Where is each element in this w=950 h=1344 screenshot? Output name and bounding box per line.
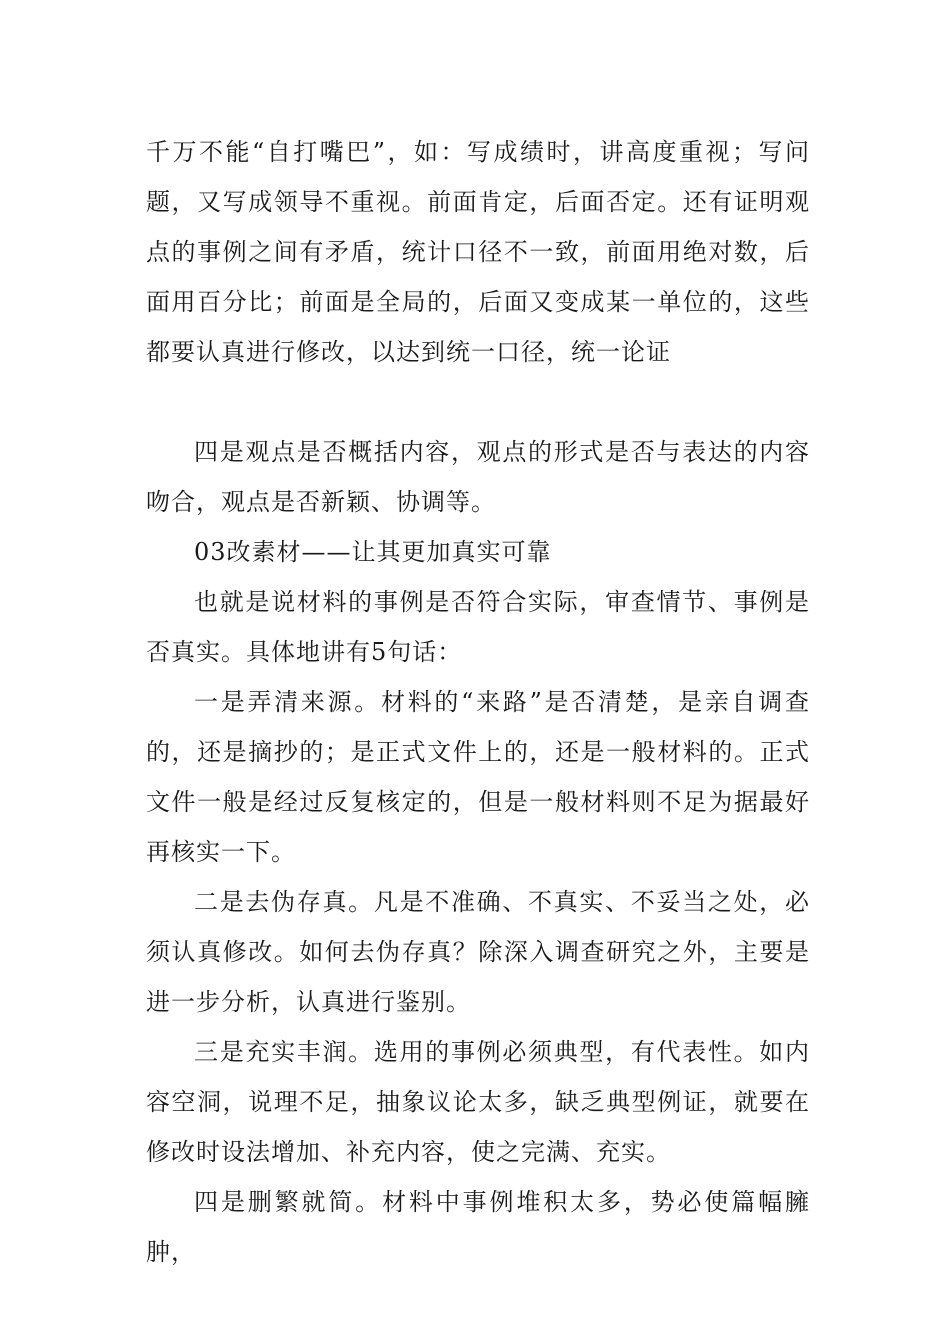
- paragraph-point-four-simplify: 四是删繁就简。材料中事例堆积太多，势必使篇幅臃肿，: [146, 1188, 810, 1266]
- paragraph-point-two-verify: 二是去伪存真。凡是不准确、不真实、不妥当之处，必须认真修改。如何去伪存真？除深入调查研究之外，主要是进一步分析，认真进行鉴别。: [146, 888, 810, 1016]
- section-heading-03: 03改素材——让其更加真实可靠: [194, 538, 552, 566]
- paragraph-point-one-source: 一是弄清来源。材料的“来路”是否清楚，是亲自调查的，还是摘抄的；是正式文件上的，还是一般材料的。正式文件一般是经过反复核定的，但是一般材料则不足为据最好再核实一下。: [146, 688, 810, 866]
- paragraph-point-four-viewpoint: 四是观点是否概括内容，观点的形式是否与表达的内容吻合，观点是否新颖、协调等。: [146, 438, 810, 516]
- paragraph-point-three-enrich: 三是充实丰润。选用的事例必须典型，有代表性。如内容空洞，说理不足，抽象议论太多，缺乏典型例证，就要在修改时设法增加、补充内容，使之完满、充实。: [146, 1038, 810, 1166]
- paragraph-consistency: 千万不能“自打嘴巴”，如：写成绩时，讲高度重视；写问题，又写成领导不重视。前面肯定，后面否定。还有证明观点的事例之间有矛盾，统计口径不一致，前面用绝对数，后面用百分比；前面是全局的，后面又变成某一单位的，这些都要认真进行修改，以达到统一口径，统一论证: [146, 138, 810, 366]
- paragraph-material-intro: 也就是说材料的事例是否符合实际，审查情节、事例是否真实。具体地讲有5句话：: [146, 588, 810, 666]
